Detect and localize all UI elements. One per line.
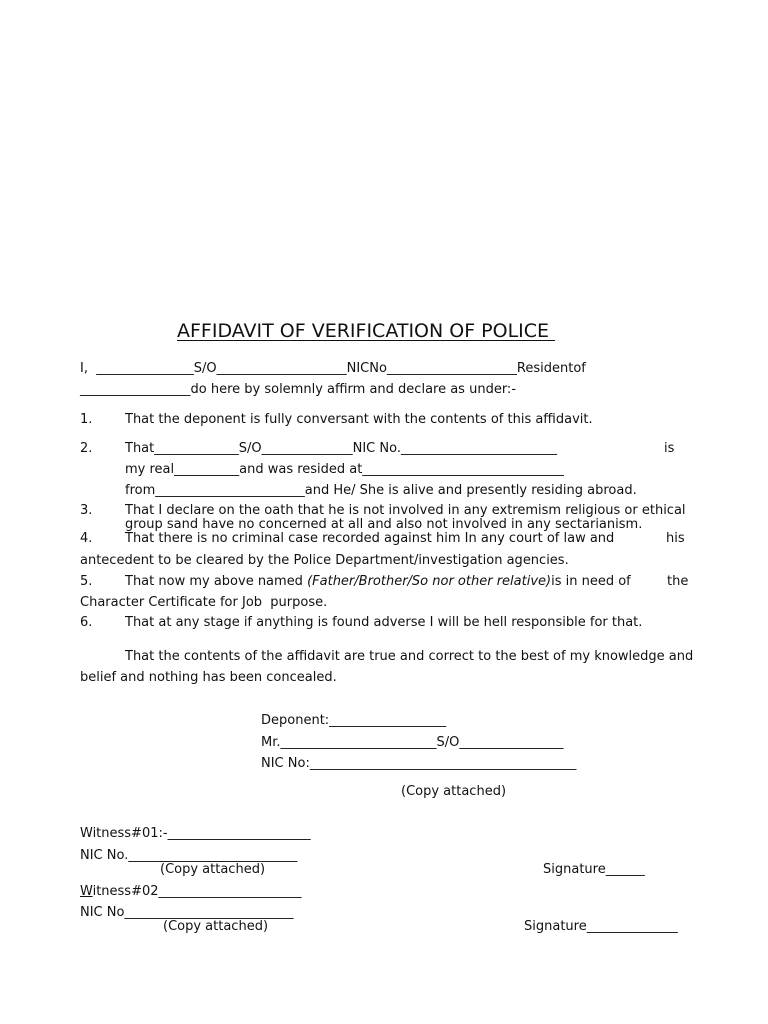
item-3-number: 3. xyxy=(80,503,93,518)
witness-2-field xyxy=(80,884,302,900)
deponent-copy-note: (Copy attached) xyxy=(401,784,507,799)
witness-2-label-prefix: W xyxy=(80,884,93,899)
witness-2-nic-field: NIC No__________________________ xyxy=(80,905,294,920)
item-3-line-1: That I declare on the oath that he is not involved in any extremism religious or ethical xyxy=(125,503,686,518)
item-5-number: 5. xyxy=(80,574,93,589)
item-4-line-1-end: his xyxy=(666,531,685,546)
intro-line-1: I, _______________S/O____________________NICNo____________________Residentof xyxy=(80,361,586,376)
item-2-line-1-end: is xyxy=(664,441,675,456)
item-1-number: 1. xyxy=(80,412,93,427)
item-6-text: That at any stage if anything is found adverse I will be hell responsible for that. xyxy=(125,615,643,630)
item-5-line-2: Character Certificate for Job purpose. xyxy=(80,595,328,610)
item-5-line-1-start: That now my above named xyxy=(125,574,308,589)
witness-1-nic-field: NIC No.__________________________ xyxy=(80,848,298,863)
item-5-italic-relation: (Father/Brother/So nor other relative) xyxy=(307,574,552,589)
witness-2-copy-note: (Copy attached) xyxy=(163,919,269,934)
deponent-mr-field: Mr.________________________S/O________________ xyxy=(261,735,564,750)
item-4-line-2: antecedent to be cleared by the Police Department/investigation agencies. xyxy=(80,553,569,568)
closing-line-2: belief and nothing has been concealed. xyxy=(80,670,337,685)
witness-1-field: Witness#01:-______________________ xyxy=(80,826,311,841)
item-2-line-1: That_____________S/O______________NIC No.________________________ xyxy=(125,441,557,456)
item-5-line-1 xyxy=(125,574,631,590)
item-2-number: 2. xyxy=(80,441,93,456)
item-5-after-italic: is in need of xyxy=(551,574,631,589)
witness-2-label-line: ______________________ xyxy=(158,884,302,899)
witness-1-signature: Signature______ xyxy=(543,862,645,877)
witness-2-label-rest: itness#02 xyxy=(92,884,159,899)
item-2-line-3: from_______________________and He/ She is alive and presently residing abroad. xyxy=(125,483,637,498)
item-6-number: 6. xyxy=(80,615,93,630)
item-4-number: 4. xyxy=(80,531,93,546)
item-2-line-2: my real__________and was resided at_______________________________ xyxy=(125,462,564,477)
witness-2-signature: Signature______________ xyxy=(524,919,678,934)
item-3-line-2: group sand have no concerned at all and also not involved in any sectarianism. xyxy=(125,517,643,532)
intro-line-2: _________________do here by solemnly affirm and declare as under:- xyxy=(80,382,517,397)
closing-line-1: That the contents of the affidavit are true and correct to the best of my knowledge and xyxy=(125,649,694,664)
document-title: AFFIDAVIT OF VERIFICATION OF POLICE xyxy=(177,320,556,342)
witness-1-copy-note: (Copy attached) xyxy=(160,862,266,877)
item-4-line-1: That there is no criminal case recorded against him In any court of law and xyxy=(125,531,615,546)
deponent-field: Deponent:__________________ xyxy=(261,713,447,728)
item-5-line-1-end: the xyxy=(667,574,689,589)
item-1-text: That the deponent is fully conversant with the contents of this affidavit. xyxy=(125,412,593,427)
deponent-nic-field: NIC No:_________________________________________ xyxy=(261,756,577,771)
